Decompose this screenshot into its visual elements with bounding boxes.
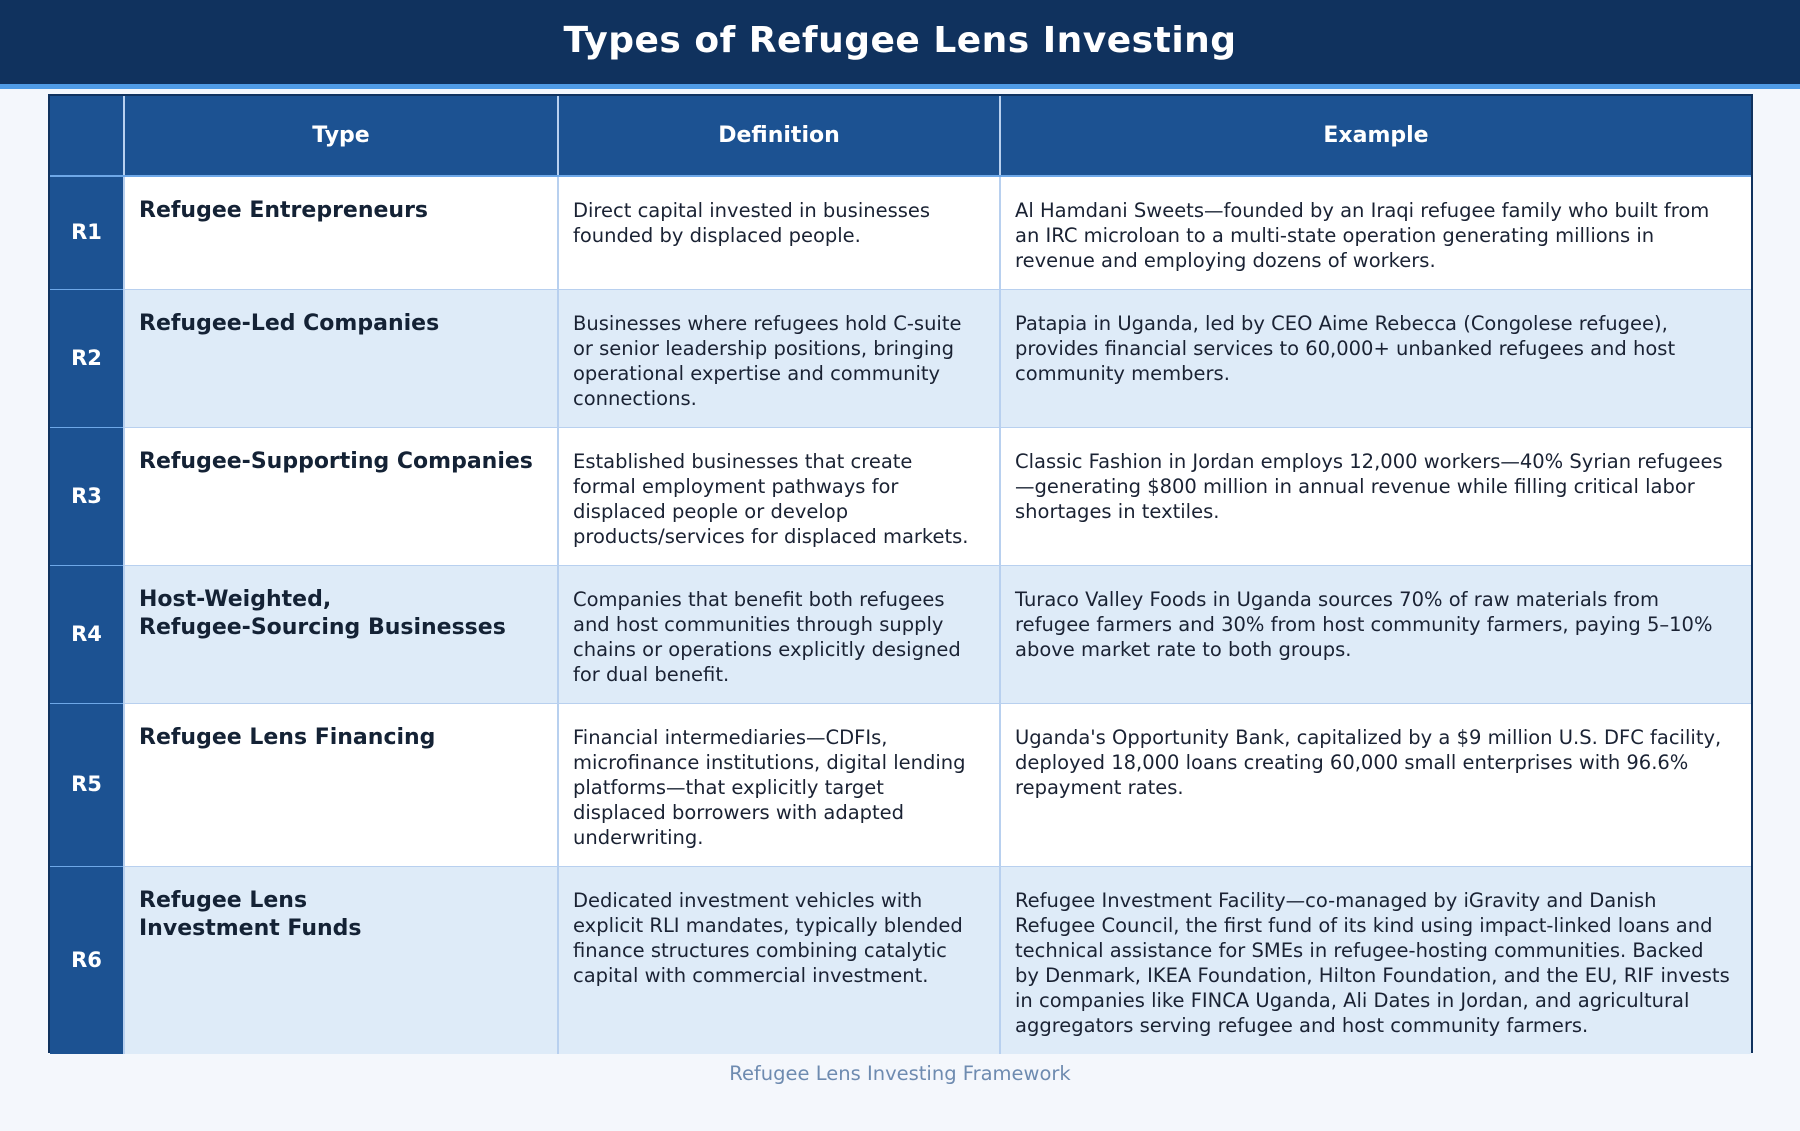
header-type: Type [124,96,558,176]
types-table-container [48,94,1753,1053]
row-example: Al Hamdani Sweets—founded by an Iraqi refugee family who built from an IRC microloan to a multi-state operation generating millions in revenue and employing dozens of workers. [1000,176,1751,289]
row-type [124,176,558,289]
table-row [50,866,1751,1054]
row-id: R2 [50,289,124,427]
table-row [50,703,1751,866]
row-type-line: Investment Funds [139,915,362,941]
row-type-line: Refugee-Sourcing Businesses [139,614,506,640]
row-type-line: Refugee Lens Financing [139,724,436,750]
row-example: Uganda's Opportunity Bank, capitalized by a $9 million U.S. DFC facility, deployed 18,000 loans creating 60,000 small enterprises with 96.6% repayment rates. [1000,703,1751,866]
header-id [50,96,124,176]
row-type [124,866,558,1054]
header-example: Example [1000,96,1751,176]
row-type [124,565,558,703]
page-header [0,0,1800,89]
row-type-line: Refugee-Led Companies [139,310,440,336]
row-example: Refugee Investment Facility—co-managed by iGravity and Danish Refugee Council, the first fund of its kind using impact-linked loans and technical assistance for SMEs in refugee-hosting communities. Backed by Denmark, IKEA Foundation, Hilton Foundation, and the EU, RIF invests in companies like FINCA Uganda, Ali Dates in Jordan, and agricultural aggregators serving refugee and host community farmers. [1000,866,1751,1054]
row-type [124,703,558,866]
row-definition: Direct capital invested in businesses founded by displaced people. [558,176,1000,289]
table-row [50,565,1751,703]
row-definition: Businesses where refugees hold C-suite or senior leadership positions, bringing operational expertise and community connections. [558,289,1000,427]
header-definition: Definition [558,96,1000,176]
footer-caption: Refugee Lens Investing Framework [729,1062,1071,1085]
row-example: Patapia in Uganda, led by CEO Aime Rebecca (Congolese refugee), provides financial services to 60,000+ unbanked refugees and host community members. [1000,289,1751,427]
types-table [50,96,1751,1054]
table-row [50,427,1751,565]
table-header-row [50,96,1751,176]
row-definition: Companies that benefit both refugees and host communities through supply chains or operations explicitly designed for dual benefit. [558,565,1000,703]
row-type [124,427,558,565]
table-row [50,176,1751,289]
row-definition: Established businesses that create formal employment pathways for displaced people or develop products/services for displaced markets. [558,427,1000,565]
row-id: R3 [50,427,124,565]
row-type-line: Host-Weighted, [139,586,332,612]
row-id: R6 [50,866,124,1054]
row-id: R1 [50,176,124,289]
row-definition: Financial intermediaries—CDFIs, microfinance institutions, digital lending platforms—that explicitly target displaced borrowers with adapted underwriting. [558,703,1000,866]
table-row [50,289,1751,427]
row-definition: Dedicated investment vehicles with explicit RLI mandates, typically blended finance structures combining catalytic capital with commercial investment. [558,866,1000,1054]
row-type-line: Refugee Entrepreneurs [139,198,429,223]
row-type [124,289,558,427]
row-type-line: Refugee-Supporting Companies [139,448,533,474]
row-id: R4 [50,565,124,703]
row-type-line: Refugee Lens [139,887,308,913]
row-example: Turaco Valley Foods in Uganda sources 70% of raw materials from refugee farmers and 30% from host community farmers, paying 5–10% above market rate to both groups. [1000,565,1751,703]
row-example: Classic Fashion in Jordan employs 12,000 workers—40% Syrian refugees—generating $800 million in annual revenue while filling critical labor shortages in textiles. [1000,427,1751,565]
page-title: Types of Refugee Lens Investing [563,19,1237,61]
row-id: R5 [50,703,124,866]
